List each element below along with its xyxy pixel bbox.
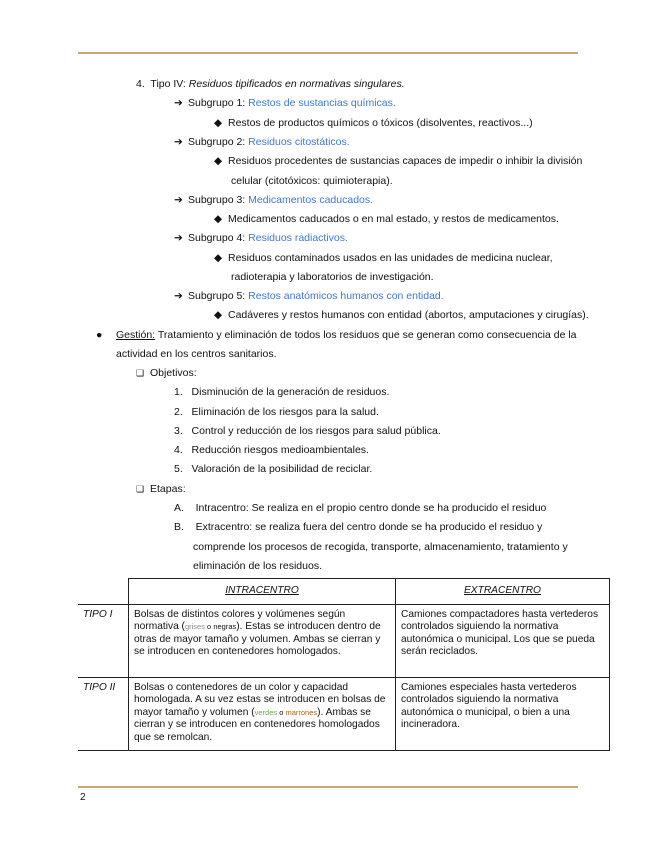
diamond-icon: ◆: [214, 155, 223, 167]
table-row: [78, 604, 610, 677]
bullet-text: Medicamentos caducados o en mal estado, y restos de medicamentos.: [228, 213, 559, 225]
bullet-dot-icon: ●: [96, 329, 103, 341]
item-number: 3.: [174, 425, 183, 437]
subgrupo-label: Subgrupo 5:: [188, 290, 249, 302]
subgrupo-2-bullet: [214, 155, 582, 168]
cell-extracentro: Camiones compactadores hasta vertederos controlados siguiendo la normativa autonómica o municipal. Los que se pueda serán reciclados.: [396, 604, 610, 677]
objetivo-item: [174, 425, 441, 438]
subgrupo-4-bullet: [214, 252, 553, 265]
checkbox-icon: ❑: [136, 484, 145, 494]
item-text: Control y reducción de los riesgos para salud pública.: [191, 425, 441, 437]
diamond-icon: ◆: [214, 309, 223, 321]
bullet-text: Cadáveres y restos humanos con entidad (abortos, amputaciones y cirugías).: [228, 309, 589, 321]
cell-text: ). Estas se introducen dentro de otras de mayor tamaño y volumen. Ambas se cierran y se introducen en contenedores homologados.: [134, 621, 381, 657]
tipo4-heading: [136, 78, 405, 91]
subgrupo-3: [174, 194, 373, 207]
subgrupo-label: Subgrupo 1:: [188, 97, 249, 109]
subgrupo-1: [174, 97, 396, 110]
cell-text: ). Ambas se cierran y se introducen en contenedores homologados que se remolcan.: [134, 706, 380, 743]
arrow-icon: ➔: [174, 290, 183, 302]
subgrupo-name: Restos de sustancias químicas.: [248, 97, 396, 109]
diamond-icon: ◆: [214, 117, 223, 129]
objetivo-item: [174, 386, 389, 399]
objetivo-item: [174, 406, 379, 419]
connector: o: [277, 707, 286, 717]
cell-intracentro: [129, 604, 396, 677]
subgrupo-4: [174, 232, 348, 245]
arrow-icon: ➔: [174, 194, 183, 206]
item-letter: B.: [174, 521, 184, 533]
color-brown-label: marrones: [285, 707, 318, 717]
etapa-b-cont-1: comprende los procesos de recogida, transporte, almacenamiento, tratamiento y: [193, 541, 568, 553]
row-label: TIPO II: [78, 677, 129, 750]
color-grey-label: grises: [184, 622, 205, 631]
item-text: Valoración de la posibilidad de reciclar.: [191, 463, 373, 475]
etapas-heading: [136, 483, 186, 496]
subgrupo-name: Residuos citostáticos.: [248, 136, 350, 148]
subgrupo-5: [174, 290, 444, 303]
gestion-line-1: [96, 329, 577, 342]
arrow-icon: ➔: [174, 232, 183, 244]
arrow-icon: ➔: [174, 136, 183, 148]
objetivos-label: Objetivos:: [150, 367, 197, 379]
tipo4-title: Residuos tipificados en normativas singulares.: [188, 78, 405, 90]
gestion-line-2: actividad en los centros sanitarios.: [116, 348, 277, 360]
gestion-label: Gestión:: [116, 329, 156, 341]
color-black-label: negras: [213, 622, 237, 631]
item-text: Extracentro: se realiza fuera del centro donde se ha producido el residuo y: [195, 521, 543, 533]
bullet-text: Restos de productos químicos o tóxicos (disolventes, reactivos...): [228, 117, 533, 129]
subgrupo-5-bullet: [214, 309, 589, 322]
subgrupo-1-bullet: [214, 117, 533, 130]
arrow-icon: ➔: [174, 97, 183, 109]
item-number: 4.: [174, 444, 183, 456]
item-number: 2.: [174, 406, 183, 418]
subgrupo-label: Subgrupo 4:: [188, 232, 249, 244]
etapa-a: [174, 502, 546, 515]
page-number: 2: [80, 792, 86, 803]
header-intracentro: INTRACENTRO: [129, 579, 396, 605]
bullet-text: Residuos procedentes de sustancias capaces de impedir o inhibir la división: [228, 155, 583, 167]
item-letter: A.: [174, 502, 184, 514]
footer-rule: [78, 786, 578, 788]
tipo4-prefix: Tipo IV:: [150, 78, 189, 90]
subgrupo-name: Restos anatómicos humanos con entidad.: [248, 290, 444, 302]
subgrupo-name: Medicamentos caducados.: [248, 194, 374, 206]
bullet-text: Residuos contaminados usados en las unidades de medicina nuclear,: [228, 252, 553, 264]
objetivo-item: [174, 463, 372, 476]
waste-table: [78, 578, 610, 751]
checkbox-icon: ❑: [136, 368, 145, 378]
item-text: Disminución de la generación de residuos.: [191, 386, 390, 398]
subgrupo-3-bullet: [214, 213, 559, 226]
item-number: 1.: [174, 386, 183, 398]
color-green-label: verdes: [254, 707, 278, 717]
etapa-b: [174, 521, 542, 534]
objetivos-heading: [136, 367, 197, 380]
subgrupo-2: [174, 136, 350, 149]
etapa-b-cont-2: eliminación de los residuos.: [193, 560, 322, 572]
subgrupo-name: Residuos radiactivos.: [248, 232, 348, 244]
diamond-icon: ◆: [214, 252, 223, 264]
subgrupo-4-bullet-cont: radioterapia y laboratorios de investigación.: [231, 271, 434, 283]
item-number: 5.: [174, 463, 183, 475]
cell-text: Bolsas o contenedores de un color y capacidad homologada. A su vez estas se introducen en bolsas de mayor tamaño y volumen (: [134, 681, 386, 718]
subgrupo-label: Subgrupo 3:: [188, 194, 249, 206]
header-rule: [78, 52, 578, 54]
objetivo-item: [174, 444, 369, 457]
table-row: [78, 677, 610, 750]
header-extracentro: EXTRACENTRO: [396, 579, 610, 605]
etapas-label: Etapas:: [150, 483, 186, 495]
connector: o: [204, 622, 214, 631]
diamond-icon: ◆: [214, 213, 223, 225]
cell-text: Bolsas de distintos colores y volúmenes según normativa (: [134, 608, 346, 632]
item-text: Reducción riesgos medioambientales.: [191, 444, 369, 456]
row-label: TIPO I: [78, 604, 129, 677]
item-text: Intracentro: Se realiza en el propio centro donde se ha producido el residuo: [195, 502, 547, 514]
item-text: Eliminación de los riesgos para la salud.: [191, 406, 379, 418]
tipo4-number: 4.: [136, 78, 145, 90]
cell-extracentro: Camiones especiales hasta vertederos controlados siguiendo la normativa autonómica o municipal, o bien a una incineradora.: [396, 677, 610, 750]
table-corner-cell: [78, 579, 129, 605]
cell-intracentro: [129, 677, 396, 750]
subgrupo-label: Subgrupo 2:: [188, 136, 249, 148]
table-header-row: [78, 579, 610, 605]
subgrupo-2-bullet-cont: celular (citotóxicos: quimioterapia).: [231, 175, 393, 187]
gestion-text: Tratamiento y eliminación de todos los residuos que se generan como consecuencia de la: [155, 329, 577, 341]
